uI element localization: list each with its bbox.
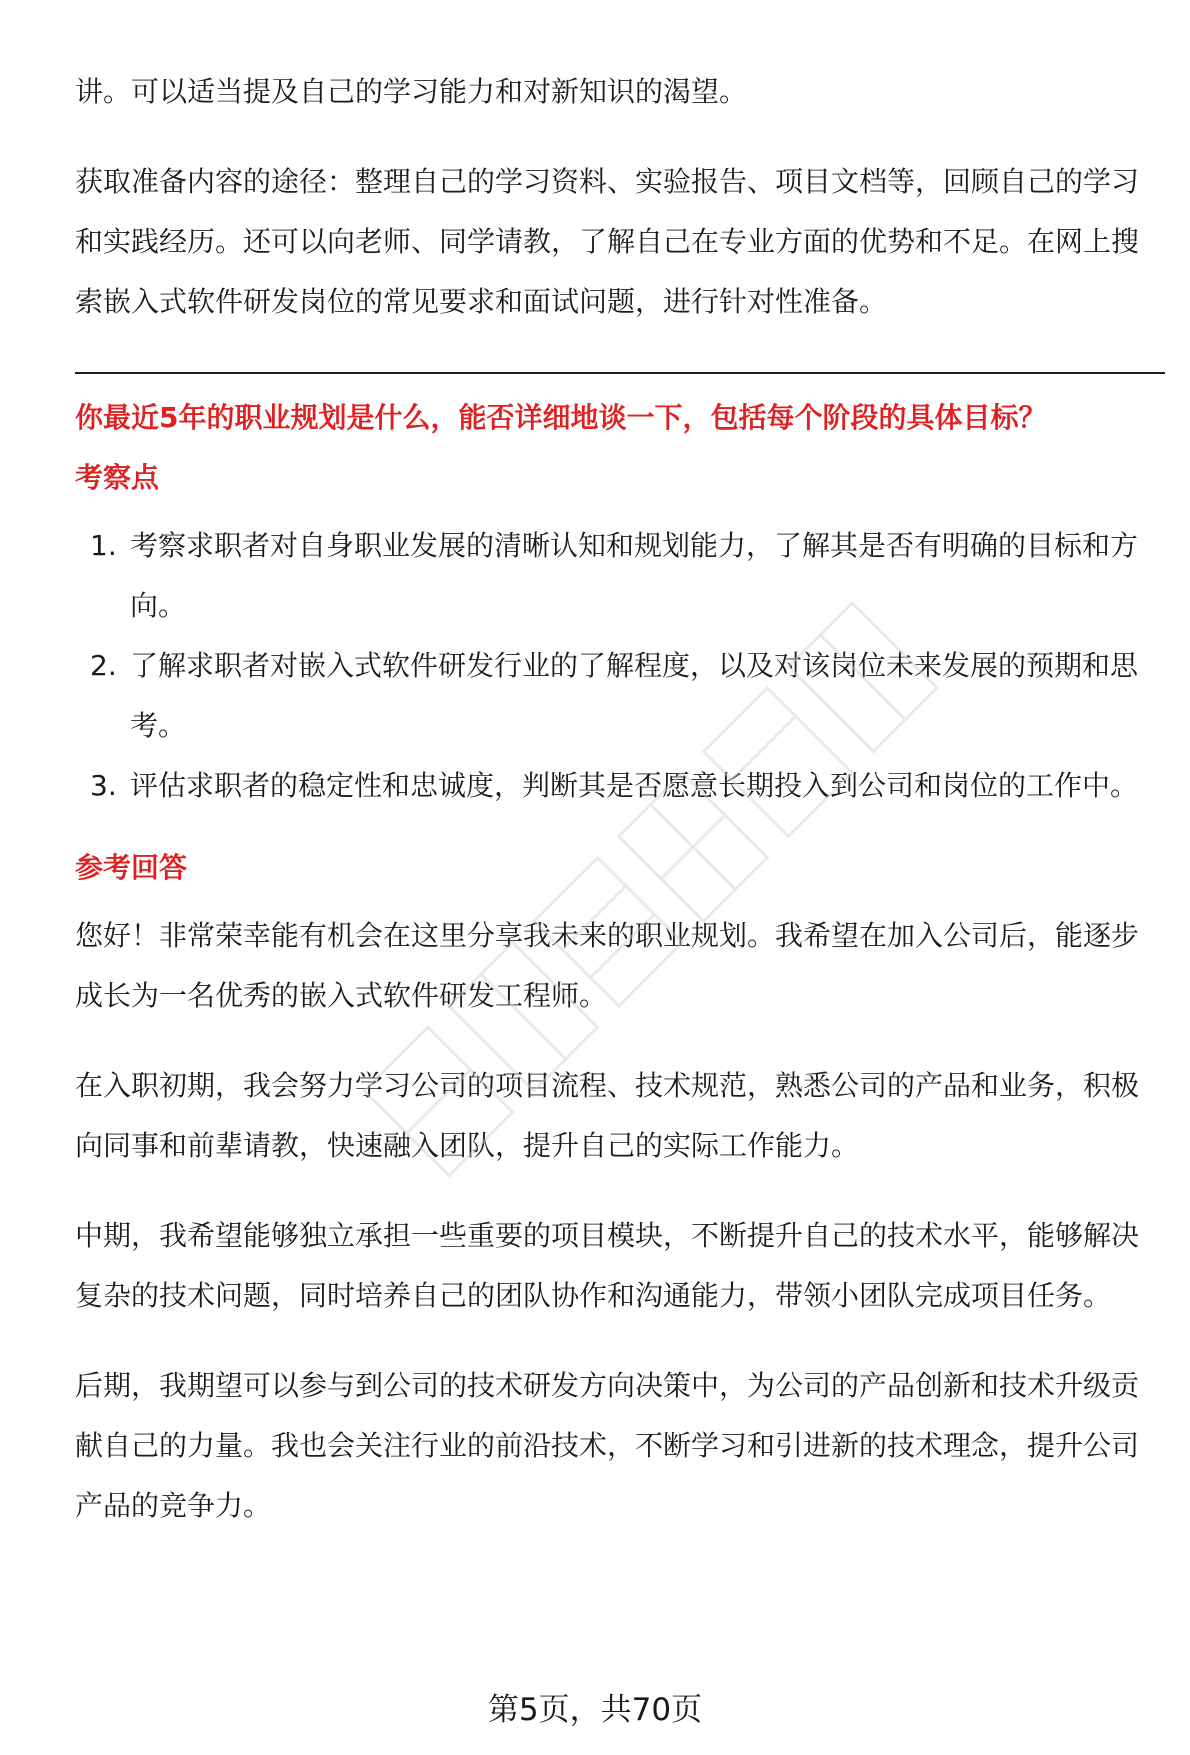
answer-paragraph-3: 中期，我希望能够独立承担一些重要的项目模块，不断提升自己的技术水平，能够解决复杂的技术问题，同时培养自己的团队协作和沟通能力，带领小团队完成项目任务。 [75,1219,1140,1312]
answer-heading: 参考回答 [75,851,188,884]
intro-paragraph-2: 获取准备内容的途径：整理自己的学习资料、实验报告、项目文档等，回顾自己的学习和实践经历。还可以向老师、同学请教，了解自己在专业方面的优势和不足。在网上搜索嵌入式软件研发岗位的常见要求和面试问题，进行针对性准备。 [75,165,1140,318]
page-number-footer: 第5页，共70页 [487,1692,703,1728]
interview-question: 你最近5年的职业规划是什么，能否详细地谈一下，包括每个阶段的具体目标？ [75,401,1047,434]
page-content [75,62,1165,1536]
section-divider [75,372,1165,374]
inspection-heading: 考察点 [75,461,160,494]
list-item [75,636,1165,756]
list-number: 2. [90,649,117,682]
list-item [75,756,1165,816]
inspection-points-list [75,516,1165,816]
list-item-text: 了解求职者对嵌入式软件研发行业的了解程度，以及对该岗位未来发展的预期和思考。 [130,649,1139,742]
intro-paragraph-1: 讲。可以适当提及自己的学习能力和对新知识的渴望。 [75,75,748,108]
answer-paragraph-1: 您好！非常荣幸能有机会在这里分享我未来的职业规划。我希望在加入公司后，能逐步成长为一名优秀的嵌入式软件研发工程师。 [75,919,1140,1012]
answer-paragraph-2: 在入职初期，我会努力学习公司的项目流程、技术规范，熟悉公司的产品和业务，积极向同事和前辈请教，快速融入团队，提升自己的实际工作能力。 [75,1069,1140,1162]
answer-paragraph-4: 后期，我期望可以参与到公司的技术研发方向决策中，为公司的产品创新和技术升级贡献自己的力量。我也会关注行业的前沿技术，不断学习和引进新的技术理念，提升公司产品的竞争力。 [75,1369,1140,1522]
list-item-text: 评估求职者的稳定性和忠诚度，判断其是否愿意长期投入到公司和岗位的工作中。 [130,769,1139,802]
list-number: 1. [90,529,117,562]
list-item [75,516,1165,636]
list-number: 3. [90,769,117,802]
list-item-text: 考察求职者对自身职业发展的清晰认知和规划能力，了解其是否有明确的目标和方向。 [130,529,1139,622]
